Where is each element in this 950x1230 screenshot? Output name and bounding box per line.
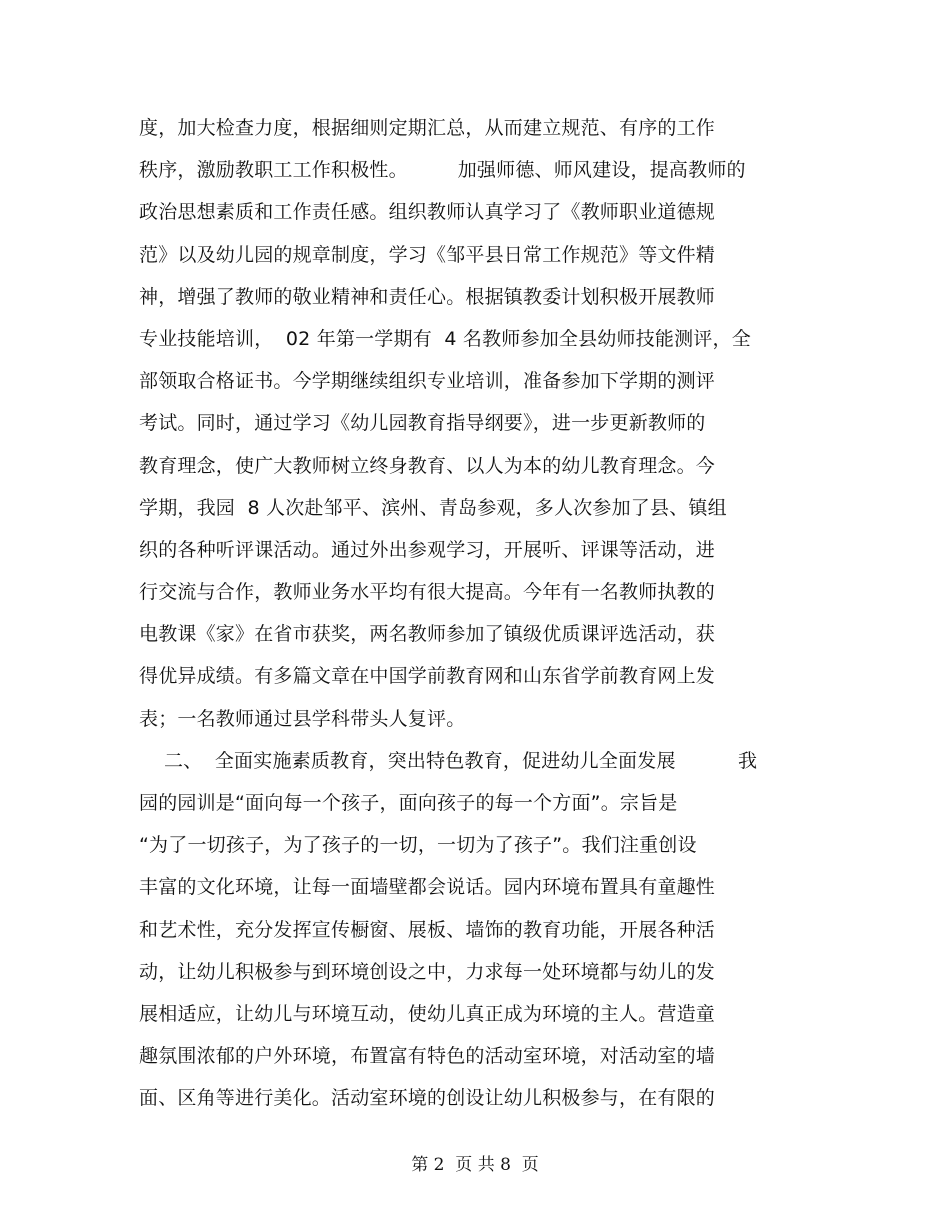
text-line: 展相适应，让幼儿与环境互动，使幼儿真正成为环境的主人。营造童 <box>139 1002 716 1025</box>
text-line: 神，增强了教师的敬业精神和责任心。根据镇教委计划积极开展教师 <box>139 285 716 308</box>
text-line: 范》以及幼儿园的规章制度，学习《邹平县日常工作规范》等文件精 <box>139 243 716 266</box>
text-line: 表；一名教师通过县学科带头人复评。 <box>139 707 466 730</box>
text-line: 专业技能培训， 02 年第一学期有 4 名教师参加全县幼师技能测评，全 <box>139 327 751 350</box>
text-line: 考试。同时，通过学习《幼儿园教育指导纲要》，进一步更新教师的 <box>139 412 706 435</box>
section-heading-line: 二、 全面实施素质教育，突出特色教育，促进幼儿全面发展 我 <box>139 749 758 772</box>
body-text <box>139 111 839 1124</box>
text-line: 政治思想素质和工作责任感。组织教师认真学习了《教师职业道德规 <box>139 201 716 224</box>
text-line: 部领取合格证书。今学期继续组织专业培训，准备参加下学期的测评 <box>139 370 716 393</box>
text-line: 学期，我园 8 人次赴邹平、滨州、青岛参观，多人次参加了县、镇组 <box>139 496 727 519</box>
text-line: 园的园训是“面向每一个孩子，面向孩子的每一个方面”。宗旨是 <box>139 792 678 814</box>
text-line: 行交流与合作，教师业务水平均有很大提高。今年有一名教师执教的 <box>139 581 716 604</box>
text-line: 面、区角等进行美化。活动室环境的创设让幼儿积极参与，在有限的 <box>139 1087 716 1110</box>
text-line: 织的各种听评课活动。通过外出参观学习，开展听、评课等活动，进 <box>139 538 716 561</box>
text-line: 得优异成绩。有多篇文章在中国学前教育网和山东省学前教育网上发 <box>139 665 716 688</box>
text-line: 趣氛围浓郁的户外环境，布置富有特色的活动室环境，对活动室的墙 <box>139 1045 716 1068</box>
text-line: 教育理念，使广大教师树立终身教育、以人为本的幼儿教育理念。今 <box>139 454 716 477</box>
text-line: 和艺术性，充分发挥宣传橱窗、展板、墙饰的教育功能，开展各种活 <box>139 918 716 941</box>
text-line: 动，让幼儿积极参与到环境创设之中，力求每一处环境都与幼儿的发 <box>139 960 716 983</box>
text-line: 电教课《家》在省市获奖，两名教师参加了镇级优质课评选活动，获 <box>139 623 716 646</box>
page-number-footer: 第 2 页 共 8 页 <box>411 1155 539 1175</box>
text-line: 丰富的文化环境，让每一面墙壁都会说话。园内环境布置具有童趣性 <box>139 876 716 899</box>
text-line: 度，加大检查力度，根据细则定期汇总，从而建立规范、有序的工作 <box>139 117 716 139</box>
text-line: 秩序，激励教职工工作积极性。 加强师德、师风建设，提高教师的 <box>139 159 746 182</box>
text-line: “为了一切孩子，为了孩子的一切，一切为了孩子”。我们注重创设 <box>139 834 697 857</box>
